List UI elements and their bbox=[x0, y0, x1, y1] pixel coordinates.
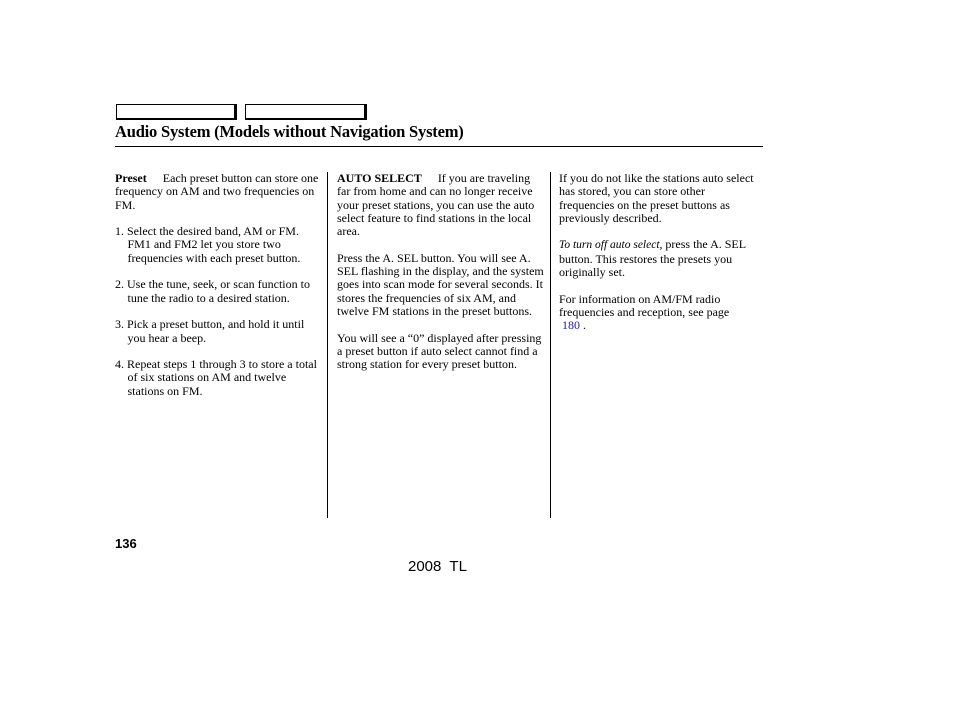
auto-select-para-3: You will see a “0” displayed after pressing a preset button if auto select cannot find a strong station for every preset button. bbox=[337, 330, 542, 372]
title-rule bbox=[115, 146, 763, 147]
auto-select-heading: AUTO SELECT bbox=[337, 171, 422, 185]
preset-step-4: 4. Repeat steps 1 through 3 to store a total of six stations on AM and twelve stations on FM. bbox=[115, 357, 317, 398]
page-title: Audio System (Models without Navigation System) bbox=[115, 122, 464, 141]
footer-model: 2008 TL bbox=[408, 558, 467, 575]
auto-select-para-2: Press the A. SEL button. You will see A. SEL flashing in the display, and the system goes into scan mode for several seconds. It stores the frequencies of six AM, and twelve FM stations in the preset buttons. bbox=[337, 250, 544, 318]
column-divider-2 bbox=[550, 172, 551, 518]
column-preset bbox=[115, 172, 323, 411]
col3-para-1: If you do not like the stations auto select has stored, you can store other frequencies on the preset buttons as previously described. bbox=[559, 171, 754, 225]
page-number: 136 bbox=[115, 536, 137, 551]
preset-intro-text: Each preset button can store one frequency on AM and two frequencies on FM. bbox=[115, 171, 319, 212]
preset-step-1: 1. Select the desired band, AM or FM. FM1 and FM2 let you store two frequencies with each preset button. bbox=[115, 224, 301, 265]
column-auto-select-cont bbox=[559, 172, 759, 346]
preset-intro bbox=[115, 172, 323, 212]
page-reference-link[interactable]: 180 bbox=[562, 318, 580, 333]
reference-text: For information on AM/FM radio frequencies and reception, see page bbox=[559, 291, 730, 319]
nav-tab-box-1[interactable] bbox=[116, 104, 237, 120]
col3-para-3 bbox=[559, 293, 759, 333]
col3-para-2 bbox=[559, 238, 759, 279]
auto-select-intro-text: If you are traveling far from home and can no longer receive your preset stations, you can use the auto select feature to find stations in the local area. bbox=[337, 171, 535, 239]
nav-tab-box-2[interactable] bbox=[245, 104, 367, 120]
column-divider-1 bbox=[327, 172, 328, 518]
column-auto-select bbox=[337, 172, 545, 385]
preset-step-3: 3. Pick a preset button, and hold it until you hear a beep. bbox=[115, 317, 305, 345]
page-link-suffix: . bbox=[580, 318, 586, 333]
auto-select-intro bbox=[337, 172, 545, 238]
preset-step-2: 2. Use the tune, seek, or scan function to tune the radio to a desired station. bbox=[115, 277, 310, 305]
turn-off-text: press the A. SEL button. This restores the presets you originally set. bbox=[559, 237, 746, 280]
turn-off-italic: To turn off auto select, bbox=[559, 239, 663, 252]
preset-heading: Preset bbox=[115, 171, 147, 185]
